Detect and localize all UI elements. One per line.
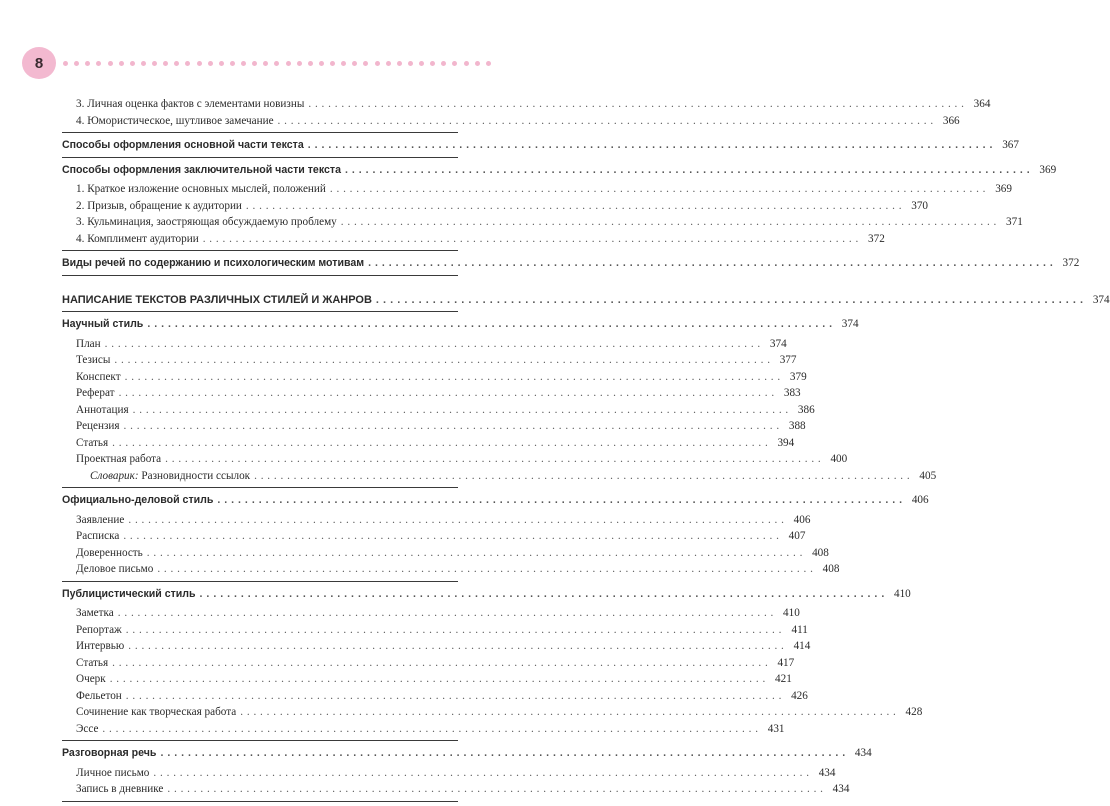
dot-leader [368,255,1053,272]
toc-entry[interactable] [62,561,840,578]
decorative-dot [397,61,402,66]
toc-entry[interactable] [62,721,785,738]
decorative-dot [319,61,324,66]
toc-entry-page: 406 [793,513,811,526]
decorative-dot [441,61,446,66]
toc-entry-page: 379 [789,370,807,383]
toc-entry-page: 383 [783,387,801,400]
toc-entry-title: Статья [76,436,109,449]
divider [62,487,458,488]
decorative-dot [452,61,457,66]
decorative-dot [308,61,313,66]
toc-section[interactable] [62,137,1019,154]
dot-leader [123,528,779,545]
toc-entry-title: Аннотация [76,403,129,416]
toc-entry[interactable] [62,181,1012,198]
toc-section-title: Публицистический стиль [62,587,196,600]
toc-section-page: 374 [841,318,859,331]
toc-entry-title: Конспект [76,370,121,383]
decorative-dot [330,61,335,66]
toc-entry[interactable] [62,688,808,705]
decorative-dot [486,61,491,66]
toc-section-title: Способы оформления основной части текста [62,139,304,151]
toc-chapter-title: НАПИСАНИЕ ТЕКСТОВ РАЗЛИЧНЫХ СТИЛЕЙ И ЖАНРОВ [62,293,372,306]
decorative-dot [386,61,391,66]
decorative-dot [352,61,357,66]
toc-entry-page: 410 [783,607,800,620]
toc-entry-title: Проектная работа [76,453,162,466]
toc-entry-title: 3. Кульминация, заостряющая обсуждаемую проблему [76,216,337,228]
dot-leader [254,468,910,485]
dot-leader [114,352,770,369]
toc-entry-page: 372 [868,232,885,245]
toc-entry[interactable] [62,638,811,655]
toc-entry-title: План [76,337,101,350]
toc-entry[interactable] [62,451,848,468]
decorative-dot [341,61,346,66]
toc-entry-page: 408 [822,563,840,576]
divider [62,132,458,133]
toc-entry-title: Статья [76,656,109,669]
page-number-badge: 8 [22,47,56,79]
toc-entry[interactable] [62,435,795,452]
decorative-dot [185,61,190,66]
toc-entry-page: 388 [788,420,806,433]
divider [62,157,458,158]
decorative-dot [152,61,157,66]
toc-entry[interactable] [62,704,923,721]
toc-entry-title: Тезисы [76,354,111,367]
toc-entry[interactable] [62,198,928,215]
divider [62,740,458,741]
dot-leader [126,688,782,705]
decorative-dot [108,61,113,66]
dot-leader [125,369,781,386]
toc-entry-title: Заявление [76,513,125,526]
toc-entry-page: 421 [775,673,792,686]
toc-entry-title: Рецензия [76,420,120,433]
decorative-dot [130,61,135,66]
toc-entry-page: 408 [812,546,829,559]
dot-leader [165,451,821,468]
divider [62,801,458,802]
toc-entry[interactable] [62,512,811,529]
toc-entry[interactable] [62,96,991,113]
decorative-dot [375,61,380,66]
decorative-dot [252,61,257,66]
dot-leader [128,512,784,529]
toc-section[interactable] [62,586,911,603]
toc-entry-page: 366 [942,114,960,127]
decorative-dot [119,61,124,66]
toc-entry[interactable] [62,385,801,402]
dot-leader [118,605,774,622]
dot-leader [133,402,789,419]
dot-leader [278,113,934,130]
toc-section-title: Официально-деловой стиль [62,494,214,507]
toc-section[interactable] [62,745,872,762]
toc-entry-title: Деловое письмо [76,563,154,576]
decorative-dot [241,61,246,66]
dot-leader [341,214,997,231]
toc-entry-title: 4. Юмористическое, шутливое замечание [76,114,274,127]
dot-leader [128,638,784,655]
toc-entry-page: 400 [830,453,848,466]
toc-entry-title: 2. Призыв, обращение к аудитории [76,199,242,212]
toc-entry-page: 431 [767,722,785,735]
dot-leader [157,561,813,578]
toc-entry[interactable] [62,418,806,435]
decorative-dot [464,61,469,66]
toc-entry-page: 434 [818,766,836,779]
decorative-dot [419,61,424,66]
toc-section[interactable] [62,316,859,333]
toc-entry-page: 411 [791,623,808,636]
toc-entry-title: Реферат [76,387,115,400]
dot-leader [147,316,832,333]
toc-section-page: 372 [1062,257,1080,269]
toc-entry[interactable] [62,605,800,622]
toc-entry-page: 414 [793,640,811,653]
toc-section-page: 410 [893,587,911,600]
toc-entry-title: Сочинение как творческая работа [76,706,237,719]
toc-entry-title: 4. Комплимент аудитории [76,232,199,245]
table-of-contents [62,96,1110,806]
toc-entry-page: 407 [788,530,806,543]
dot-leader [147,545,803,562]
toc-entry-title: 3. Личная оценка фактов с элементами новизны [76,98,305,110]
toc-section-page: 434 [854,747,872,760]
dot-leader [330,181,986,198]
decorative-dot [163,61,168,66]
decorative-dot [96,61,101,66]
divider [62,581,458,582]
toc-entry-page: 386 [797,403,815,416]
dot-leader [126,622,782,639]
glossary-label: Словарик: [90,469,139,482]
toc-section-page: 369 [1039,163,1057,176]
toc-entry[interactable] [62,352,797,369]
toc-entry-page: 370 [911,199,928,212]
toc-entry-page: 377 [779,354,797,367]
toc-entry-page: 394 [777,436,795,449]
decorative-dot [197,61,202,66]
toc-section-page: 367 [1002,139,1019,151]
decorative-dot [274,61,279,66]
toc-entry[interactable] [62,781,850,798]
toc-entry[interactable] [62,545,829,562]
toc-entry-glossary[interactable] [62,468,937,485]
decorative-dot [475,61,480,66]
decorative-dot [408,61,413,66]
dot-leader [160,745,845,762]
decorative-dot [141,61,146,66]
dot-leader [200,586,885,603]
toc-section[interactable] [62,162,1057,179]
toc-entry-page: 374 [769,337,787,350]
toc-entry-title: Очерк [76,673,106,686]
toc-section-page: 406 [911,494,929,507]
dot-leader [105,336,761,353]
toc-entry-page: 434 [832,783,850,796]
toc-entry-title: Фельетон [76,689,122,702]
toc-chapter-page: 374 [1092,293,1110,306]
decorative-dot [63,61,68,66]
decorative-dot [430,61,435,66]
dot-leader [119,385,775,402]
toc-entry-page: 405 [919,469,937,482]
toc-section-title: Научный стиль [62,318,144,331]
toc-section[interactable] [62,255,1080,272]
divider [62,275,458,276]
toc-entry-title: Личное письмо [76,766,150,779]
toc-entry[interactable] [62,655,795,672]
dot-leader [203,231,859,248]
divider [62,250,458,251]
dot-leader [376,292,1084,309]
toc-chapter[interactable] [62,292,1110,309]
decorative-dot [286,61,291,66]
toc-entry-page: 364 [973,98,991,110]
dot-leader [153,765,809,782]
toc-entry-title: Эссе [76,722,99,735]
toc-entry[interactable] [62,369,807,386]
dot-leader [246,198,902,215]
toc-entry-page: 426 [791,689,808,702]
toc-entry[interactable] [62,671,792,688]
decorative-dot [174,61,179,66]
toc-entry-page: 371 [1006,216,1023,228]
dot-leader [240,704,896,721]
dot-leader [102,721,758,738]
toc-entry-title: Разновидности ссылок [138,469,251,482]
dot-leader [167,781,823,798]
toc-section-title: Виды речей по содержанию и психологическим мотивам [62,257,365,269]
toc-entry[interactable] [62,528,806,545]
toc-entry-title: Репортаж [76,623,122,636]
toc-entry[interactable] [62,113,960,130]
decorative-dot [297,61,302,66]
decorative-dot [219,61,224,66]
toc-entry[interactable] [62,231,885,248]
toc-entry-page: 417 [777,656,795,669]
decorative-dot [74,61,79,66]
dot-leader [345,162,1030,179]
decorative-dot [263,61,268,66]
dot-leader [308,96,964,113]
toc-entry[interactable] [62,402,815,419]
decorative-dot [230,61,235,66]
toc-entry[interactable] [62,336,787,353]
toc-entry[interactable] [62,214,1023,231]
toc-entry[interactable] [62,765,836,782]
toc-entry-page: 369 [995,183,1012,195]
dot-leader [112,655,768,672]
decorative-dot [85,61,90,66]
toc-entry-title: Запись в дневнике [76,783,164,796]
toc-entry-title: 1. Краткое изложение основных мыслей, положений [76,183,326,195]
dot-leader [217,492,902,509]
dot-leader [308,137,993,154]
divider [62,311,458,312]
toc-entry-title: Доверенность [76,546,143,559]
decorative-dot [363,61,368,66]
toc-entry-title: Расписка [76,530,120,543]
toc-entry-title: Заметка [76,607,114,620]
toc-entry[interactable] [62,622,808,639]
toc-entry-title: Интервью [76,640,125,653]
dot-leader [124,418,780,435]
toc-section-title: Разговорная речь [62,747,157,760]
toc-section-title: Способы оформления заключительной части текста [62,163,341,176]
dot-leader [112,435,768,452]
dot-leader [110,671,766,688]
toc-entry-page: 428 [905,706,923,719]
decorative-dot [208,61,213,66]
toc-section[interactable] [62,492,929,509]
decorative-dot-rule [63,59,491,67]
